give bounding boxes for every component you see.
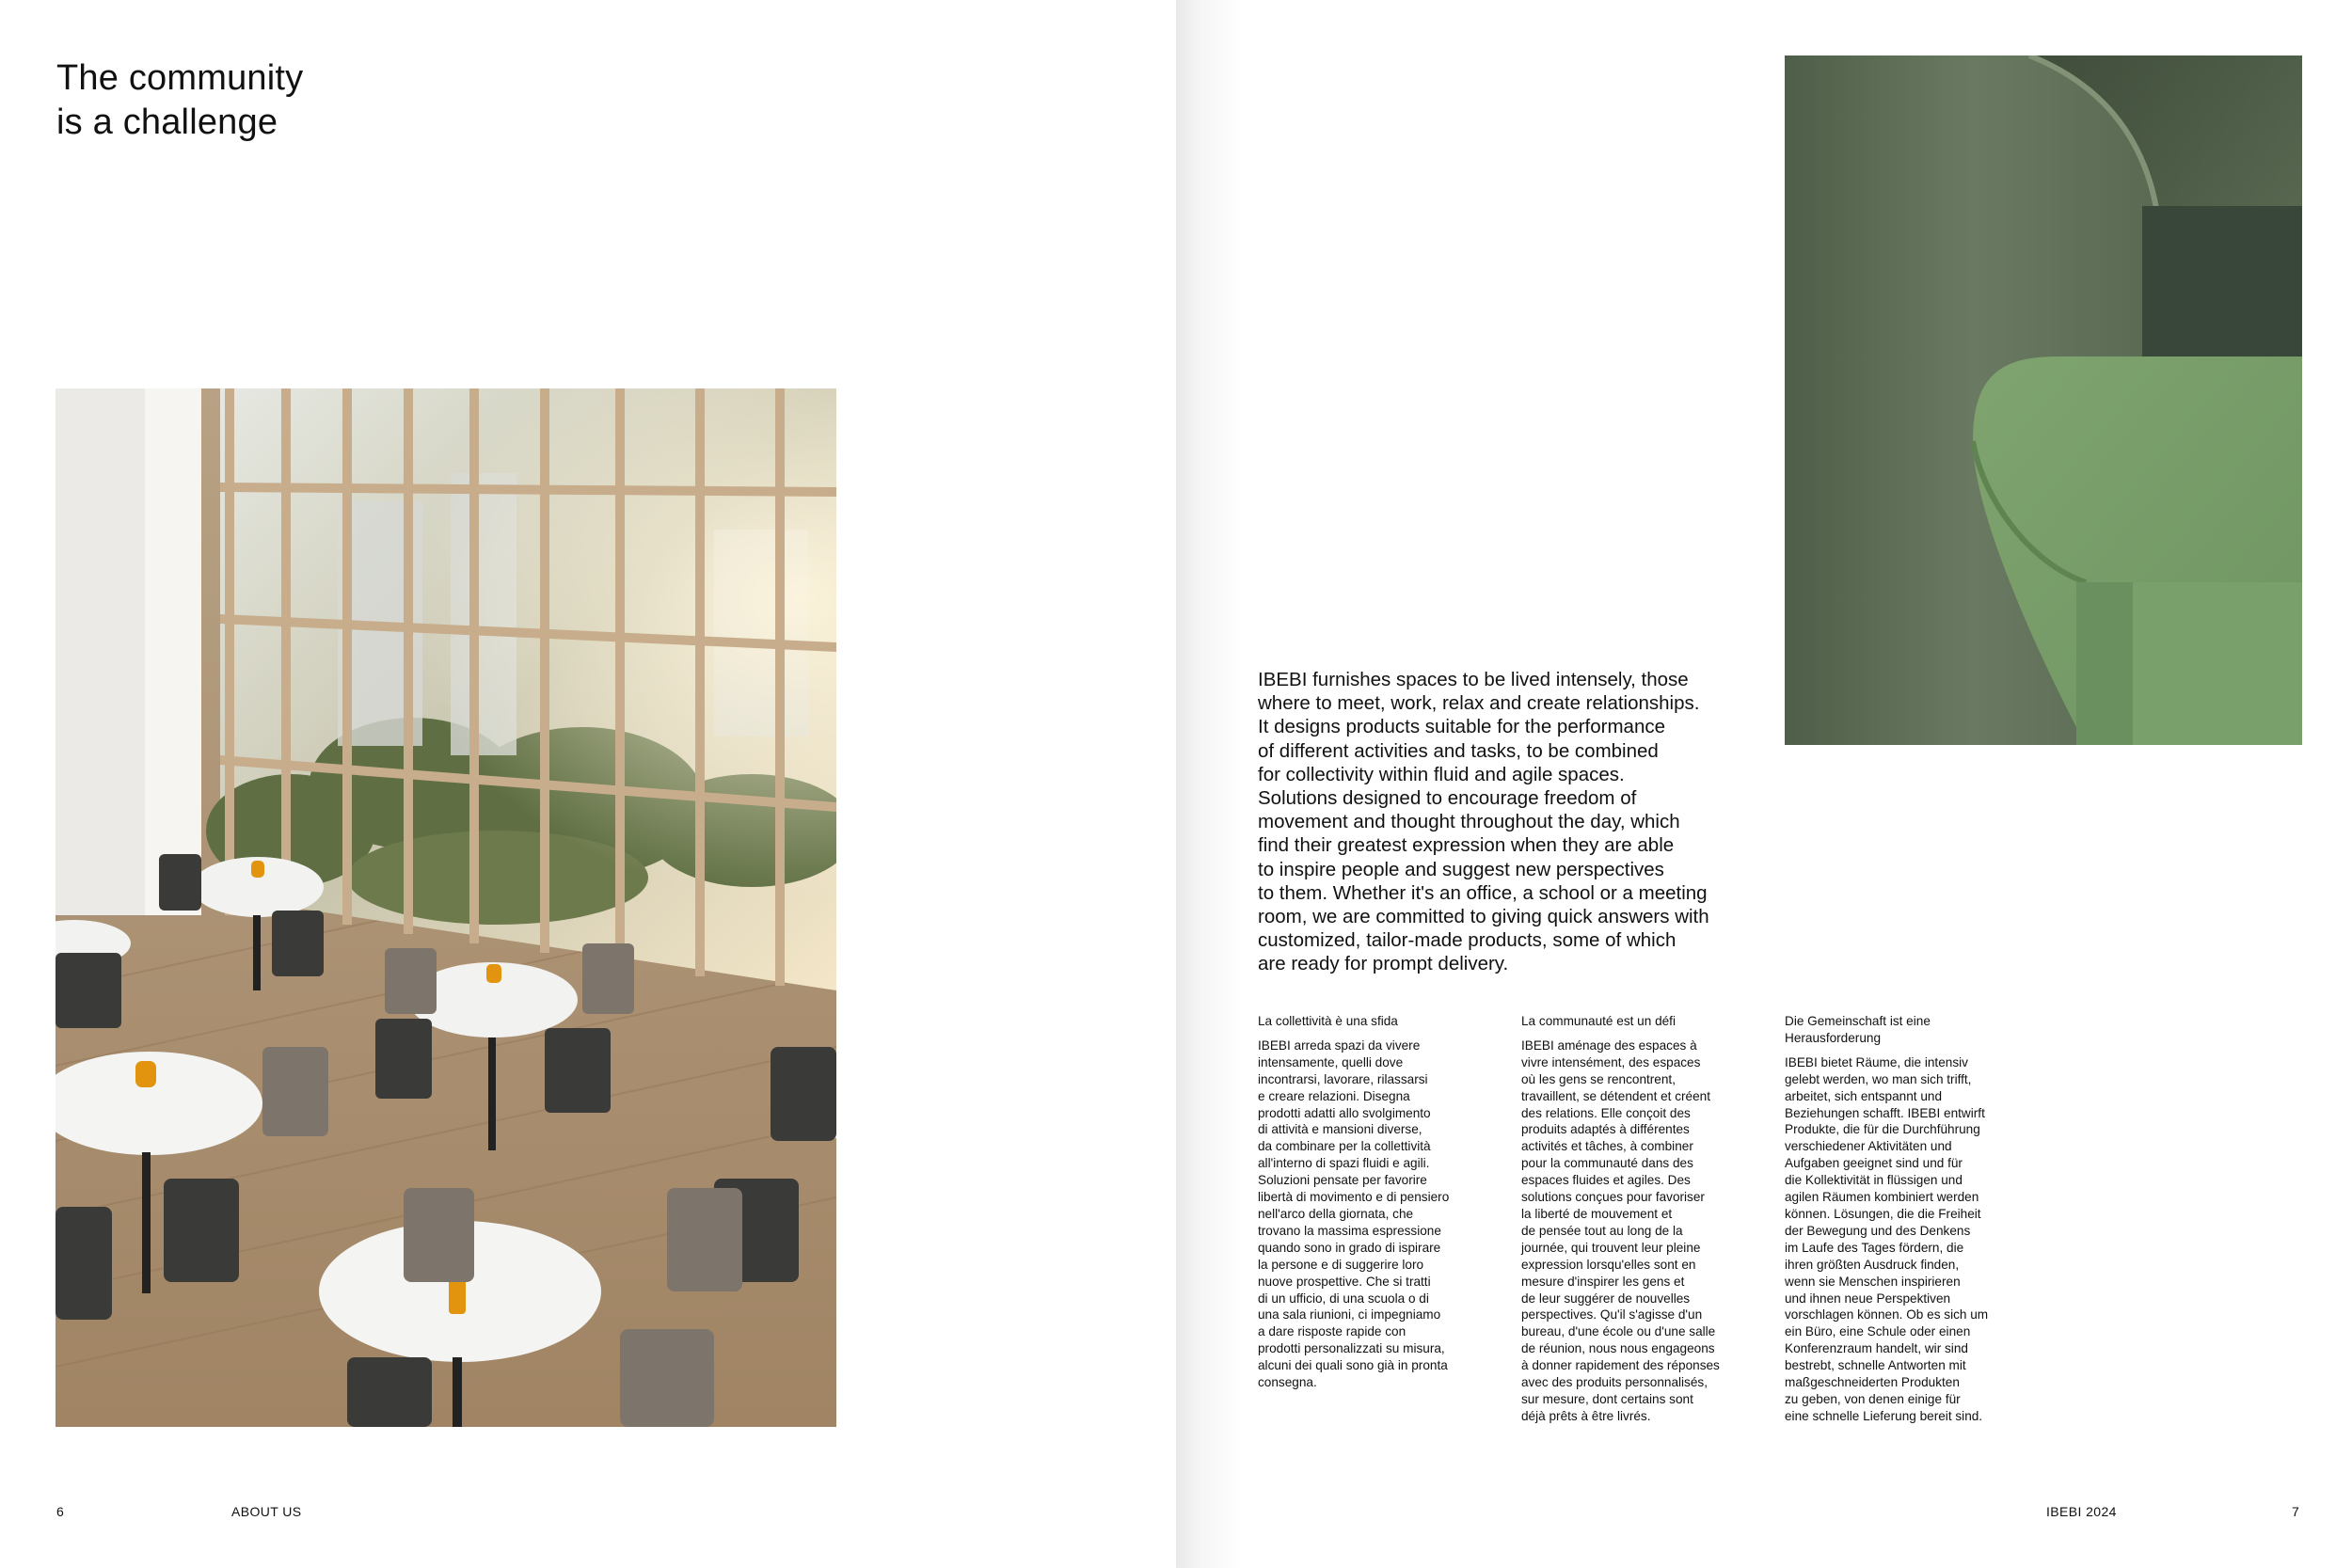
body-line: Aufgaben geeignet sind und für <box>1785 1156 1963 1171</box>
body-line: perspectives. Qu'il s'agisse d'un <box>1521 1307 1703 1323</box>
italian-column <box>1258 1013 1512 1391</box>
body-line: im Laufe des Tages fördern, die <box>1785 1240 1964 1255</box>
body-line: de leur suggérer de nouvelles <box>1521 1291 1691 1306</box>
body-line: una sala riunioni, ci impegniamo <box>1258 1307 1441 1323</box>
page-number-right: 7 <box>2292 1504 2300 1519</box>
body-line: pour la communauté dans des <box>1521 1156 1693 1171</box>
body-line: espaces fluides et agiles. Des <box>1521 1173 1691 1188</box>
body-line: zu geben, von denen einige für <box>1785 1391 1961 1406</box>
body-line: können. Lösungen, die die Freiheit <box>1785 1206 1981 1221</box>
page-headline: The community is a challenge <box>56 58 304 142</box>
heading-line: La collettività è una sfida <box>1258 1014 1398 1028</box>
body-line: déjà prêts à être livrés. <box>1521 1408 1651 1423</box>
intro-line: find their greatest expression when they are able <box>1258 834 1675 857</box>
body-line: di attività e mansioni diverse, <box>1258 1122 1422 1137</box>
body-line: la persone e di suggerire loro <box>1258 1257 1424 1272</box>
german-body <box>1785 1054 2039 1425</box>
section-label: ABOUT US <box>231 1504 302 1519</box>
french-heading <box>1521 1013 1775 1030</box>
body-line: activités et tâches, à combiner <box>1521 1139 1693 1154</box>
body-line: quando sono in grado di ispirare <box>1258 1240 1441 1255</box>
body-line: prodotti personalizzati su misura, <box>1258 1341 1445 1356</box>
body-line: Produkte, die für die Durchführung <box>1785 1122 1980 1137</box>
body-line: vorschlagen können. Ob es sich um <box>1785 1307 1989 1323</box>
body-line: arbeitet, sich entspannt und <box>1785 1088 1943 1103</box>
body-line: la liberté de mouvement et <box>1521 1206 1673 1221</box>
body-line: produits adaptés à différentes <box>1521 1122 1690 1137</box>
body-line: consegna. <box>1258 1375 1317 1390</box>
intro-line: where to meet, work, relax and create relationships. <box>1258 692 1700 715</box>
body-line: bestrebt, schnelle Antworten mit <box>1785 1358 1966 1373</box>
body-line: eine schnelle Lieferung bereit sind. <box>1785 1408 1983 1423</box>
body-line: sur mesure, dont certains sont <box>1521 1391 1693 1406</box>
body-line: de pensée tout au long de la <box>1521 1223 1683 1238</box>
intro-line: are ready for prompt delivery. <box>1258 953 1509 975</box>
body-line: Konferenzraum handelt, wir sind <box>1785 1341 1968 1356</box>
body-line: alcuni dei quali sono già in pronta <box>1258 1358 1448 1373</box>
body-line: maßgeschneiderten Produkten <box>1785 1375 1960 1390</box>
intro-line: customized, tailor-made products, some of which <box>1258 929 1677 952</box>
body-line: avec des produits personnalisés, <box>1521 1375 1708 1390</box>
body-line: journée, qui trouvent leur pleine <box>1521 1240 1701 1255</box>
french-column <box>1521 1013 1775 1425</box>
body-line: vivre intensément, des espaces <box>1521 1054 1701 1069</box>
intro-paragraph <box>1258 668 1785 976</box>
sofa-detail-photo <box>1785 55 2302 745</box>
body-line: die Kollektivität in flüssigen und <box>1785 1173 1963 1188</box>
body-line: mesure d'inspirer les gens et <box>1521 1274 1685 1289</box>
intro-line: to them. Whether it's an office, a school or a meeting <box>1258 881 1708 904</box>
body-line: di un ufficio, di una scuola o di <box>1258 1291 1429 1306</box>
body-line: intensamente, quelli dove <box>1258 1054 1404 1069</box>
body-line: ein Büro, eine Schule oder einen <box>1785 1324 1971 1339</box>
french-body <box>1521 1037 1775 1425</box>
german-heading <box>1785 1013 2039 1047</box>
body-line: où les gens se rencontrent, <box>1521 1071 1676 1086</box>
heading-line: La communauté est un défi <box>1521 1014 1676 1028</box>
body-line: expression lorsqu'elles sont en <box>1521 1257 1696 1272</box>
intro-line: of different activities and tasks, to be combined <box>1258 739 1659 762</box>
intro-line: to inspire people and suggest new perspectives <box>1258 858 1664 880</box>
body-line: libertà di movimento e di pensiero <box>1258 1190 1450 1205</box>
italian-heading <box>1258 1013 1512 1030</box>
body-line: prodotti adatti allo svolgimento <box>1258 1105 1431 1120</box>
brand-footer: IBEBI 2024 <box>2046 1504 2117 1519</box>
body-line: incontrarsi, lavorare, rilassarsi <box>1258 1071 1428 1086</box>
body-line: IBEBI bietet Räume, die intensiv <box>1785 1054 1968 1069</box>
page-number-left: 6 <box>56 1504 65 1519</box>
body-line: gelebt werden, wo man sich trifft, <box>1785 1071 1972 1086</box>
german-column <box>1785 1013 2039 1425</box>
intro-line: for collectivity within fluid and agile spaces. <box>1258 763 1625 785</box>
body-line: des relations. Elle conçoit des <box>1521 1105 1691 1120</box>
intro-line: It designs products suitable for the performance <box>1258 716 1666 738</box>
body-line: e creare relazioni. Disegna <box>1258 1088 1410 1103</box>
body-line: à donner rapidement des réponses <box>1521 1358 1720 1373</box>
body-line: Soluzioni pensate per favorire <box>1258 1173 1427 1188</box>
body-line: verschiedener Aktivitäten und <box>1785 1139 1952 1154</box>
body-line: der Bewegung und des Denkens <box>1785 1223 1971 1238</box>
intro-line: movement and thought throughout the day, which <box>1258 811 1680 833</box>
body-line: a dare risposte rapide con <box>1258 1324 1406 1339</box>
body-line: nuove prospettive. Che si tratti <box>1258 1274 1431 1289</box>
body-line: bureau, d'une école ou d'une salle <box>1521 1324 1716 1339</box>
body-line: solutions conçues pour favoriser <box>1521 1190 1705 1205</box>
body-line: trovano la massima espressione <box>1258 1223 1441 1238</box>
body-line: nell'arco della giornata, che <box>1258 1206 1414 1221</box>
body-line: IBEBI aménage des espaces à <box>1521 1037 1697 1053</box>
body-line: agilen Räumen kombiniert werden <box>1785 1190 1979 1205</box>
body-line: travaillent, se détendent et créent <box>1521 1088 1711 1103</box>
body-line: ihren größten Ausdruck finden, <box>1785 1257 1960 1272</box>
body-line: de réunion, nous nous engageons <box>1521 1341 1715 1356</box>
body-line: wenn sie Menschen inspirieren <box>1785 1274 1961 1289</box>
body-line: und ihnen neue Perspektiven <box>1785 1291 1951 1306</box>
body-line: all'interno di spazi fluidi e agili. <box>1258 1156 1430 1171</box>
body-line: Beziehungen schafft. IBEBI entwirft <box>1785 1105 1985 1120</box>
body-line: da combinare per la collettività <box>1258 1139 1431 1154</box>
italian-body <box>1258 1037 1512 1391</box>
cafeteria-photo <box>56 388 836 1427</box>
heading-line: Die Gemeinschaft ist eine <box>1785 1014 1931 1028</box>
intro-line: room, we are committed to giving quick answers with <box>1258 906 1709 928</box>
intro-line: IBEBI furnishes spaces to be lived intensely, those <box>1258 669 1689 690</box>
body-line: IBEBI arreda spazi da vivere <box>1258 1037 1421 1053</box>
heading-line: Herausforderung <box>1785 1030 1882 1045</box>
intro-line: Solutions designed to encourage freedom of <box>1258 787 1637 810</box>
